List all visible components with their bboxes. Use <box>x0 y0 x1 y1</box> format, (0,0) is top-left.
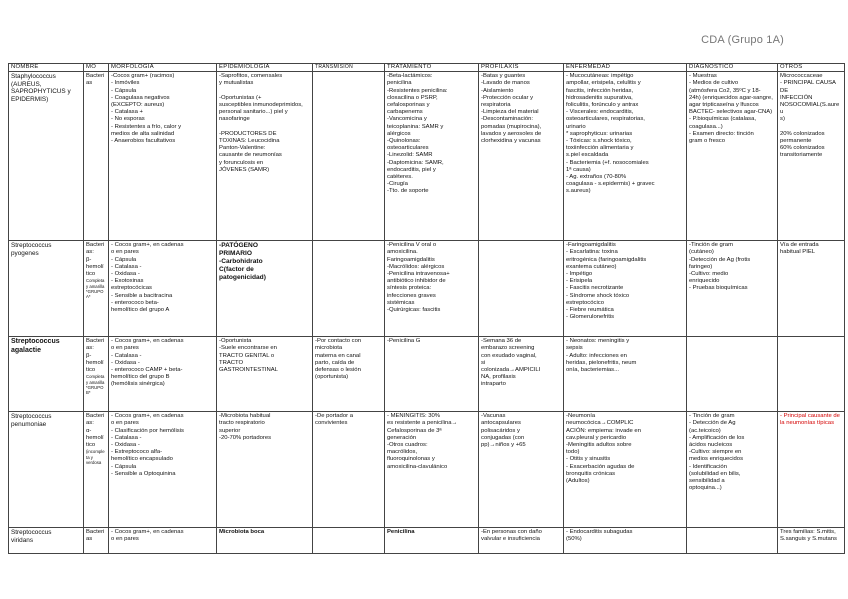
col-header-mo: MO <box>84 64 109 72</box>
cell-text: -Cocos gram+ (racimos) - Inmóviles - Cápsula - Coagulasa negativos (EXCEPTO: aureus) - Catalasa + - No esporas - Resistentes a frío, calor y medios de alta salinidad - Anaerobios facultativos <box>111 73 182 145</box>
cell-morfologia <box>109 412 217 528</box>
cell-text: Streptococcus agalactie <box>11 338 60 354</box>
cell-enfermedad <box>564 528 687 554</box>
cell-epidemiologia <box>217 412 313 528</box>
col-header-otros: OTROS <box>778 64 845 72</box>
cell-text: Bacteri as <box>86 73 105 87</box>
cell-mo <box>84 337 109 412</box>
cell-tratamiento <box>385 528 479 554</box>
bacteria-table <box>8 63 845 554</box>
cell-nombre <box>9 241 84 337</box>
cell-enfermedad <box>564 412 687 528</box>
cell-text: -Oportunista -Suele encontrarse en TRACTO GENITAL o TRACTO GASTROINTESTINAL <box>219 338 278 374</box>
cell-text: - Mucocutáneas: impétigo ampollar, erisipela, celulitis y fascitis, infección heridas, hidrosadenitis supurativa, foliculitis, forúnculo y antrax - Viscerales: endocarditis, osteoarticulares, respiratorias, urinario * saprophyticus: urinarias - Tóxicas: s.shock tóxico, toxiinfección alimentaria y s.piel escaldada - Bacteriemia (+f. nosocomiales 1ª causa) - Ag. extraños (70-80% coagulasa - s.epidermis) + gravec s.aureus) <box>566 73 655 195</box>
cell-text: -Por contacto con microbiota materna en canal parto, caída de defensas o lesión (oportunista) <box>315 338 362 381</box>
cell-text: Streptococcus viridans <box>11 529 52 544</box>
cell-transmision <box>313 412 385 528</box>
cell-diagnostico <box>687 412 778 528</box>
cell-text: - Tinción de gram - Detección de Ag (ac.teicoico) - Amplificación de los ácidos nucleicos -Cultivo: siempre en medios enriquecidos - Identificación (solubilidad en bilis, sensibilidad a optoquina...) <box>689 413 745 492</box>
table-row <box>9 528 845 554</box>
cell-epidemiologia <box>217 241 313 337</box>
cell-profilaxis <box>479 337 564 412</box>
cell-transmision <box>313 337 385 412</box>
cell-diagnostico <box>687 337 778 412</box>
cell-tratamiento <box>385 337 479 412</box>
cell-text: -Neumonía neumocócica→COMPLIC ACIÓN: empiema: invade en cav.pleural y pericardio -Meningitis adultos sobre todo) - Otitis y sinusitis - Exacerbación agudas de bronquitis crónicas (Adultos) <box>566 413 641 485</box>
cell-text: -Vacunas antocapsulares polisacáridos y conjugadas (con pp)→niños y +65 <box>481 413 526 449</box>
cell-otros <box>778 337 845 412</box>
cell-text: - Endocarditis subagudas (50%) <box>566 529 633 543</box>
cell-nombre <box>9 528 84 554</box>
cell-text: -De portador a convivientes <box>315 413 353 427</box>
cell-otros <box>778 72 845 241</box>
cell-otros <box>778 412 845 528</box>
cell-text: Staphylococcus (AUREUS, SAPROPHYTICUS y EPIDERMIS) <box>11 73 71 103</box>
cell-text: - Cocos gram+, en cadenas o en pares - Clasificación por hemólisis - Catalasa - - Oxidasa - - Estreptococo alfa- hemolítico encapsulado - Cápsula - Sensible a Optoquinina <box>111 413 185 477</box>
cell-text: -En personas con daño valvular e insuficiencia <box>481 529 542 543</box>
cell-text: -Semana 36 de embarazo screening con exudado vaginal, si colonizada→AMPICILI NA, profilaxis intraparto <box>481 338 541 388</box>
cell-morfologia <box>109 528 217 554</box>
cell-enfermedad <box>564 241 687 337</box>
cell-text: Bacteri as <box>86 529 105 543</box>
table-row <box>9 337 845 412</box>
cell-text: Tres familias: S.mitis, S.sanguis y S.mutans <box>780 529 837 543</box>
cell-text: Bacteri as: α- hemolí tico <box>86 413 105 449</box>
cell-enfermedad <box>564 337 687 412</box>
cell-text: Micrococcaceae - PRINCIPAL CAUSA DE INFECCIÓN NOSOCOMIAL(S.aureu s) 20% colonizados permanente 60% colonizados transitoriamente <box>780 73 840 159</box>
cell-profilaxis <box>479 412 564 528</box>
cell-otros <box>778 241 845 337</box>
cell-note: (incomple ta y verdosa <box>86 449 105 466</box>
col-header-morfologia: MORFOLOGÍA <box>109 64 217 72</box>
cell-text: - Neonatos: meningitis y sepsis - Adulto: infecciones en heridas, pielonefritis, neum onía, bacteriemias... <box>566 338 637 374</box>
cell-diagnostico <box>687 241 778 337</box>
cell-text: - Cocos gram+, en cadenas o en pares - Cápsula - Catalasa - - Oxidasa - - Exotoxinas estreptocócicas - Sensible a bacitracina - enterococo beta- hemolítico del grupo A <box>111 242 184 314</box>
cell-mo <box>84 72 109 241</box>
cell-epidemiologia <box>217 337 313 412</box>
cell-text: -Batas y guantes -Lavado de manos -Aislamiento -Protección ocular y respiratoria -Limpieza del material -Descontaminación: pomadas (mupirocina), lavados y aerosoles de clorhexidina y vacunas <box>481 73 542 145</box>
cell-text: Penicilina <box>387 529 415 536</box>
col-header-profilaxis: PROFILAXIS <box>479 64 564 72</box>
col-header-enfermedad: ENFERMEDAD <box>564 64 687 72</box>
cell-tratamiento <box>385 72 479 241</box>
cell-profilaxis <box>479 241 564 337</box>
cell-note: Completa y amarilla *GRUPO B* <box>86 374 105 396</box>
cell-otros <box>778 528 845 554</box>
cell-diagnostico <box>687 72 778 241</box>
cell-transmision <box>313 72 385 241</box>
col-header-transmision: TRANSMISIÓN <box>313 64 385 72</box>
table-row <box>9 72 845 241</box>
cell-text: - Cocos gram+, en cadenas o en pares <box>111 529 184 543</box>
cell-morfologia <box>109 72 217 241</box>
cell-diagnostico <box>687 528 778 554</box>
cell-profilaxis <box>479 72 564 241</box>
cell-mo <box>84 528 109 554</box>
cell-text: Streptococcus pyogenes <box>11 242 52 257</box>
col-header-tratamiento: TRATAMIENTO <box>385 64 479 72</box>
cell-tratamiento <box>385 241 479 337</box>
cell-text: Bacteri as: β- hemolí tico <box>86 242 105 278</box>
cell-text: -Faringoamigdalitis - Escarlatina: toxina eritrogénica (faringoamigdalitis exantema cutáneo) - Impétigo - Erisipela - Fascitis necrotizante - Síndrome shock tóxico estreptocócico - Fiebre reumática - Glomerulonefritis <box>566 242 647 321</box>
cell-epidemiologia <box>217 72 313 241</box>
cell-nombre <box>9 337 84 412</box>
table-row <box>9 412 845 528</box>
cell-nombre <box>9 412 84 528</box>
cell-text: - Cocos gram+, en cadenas o en pares - Catalasa - - Oxidasa - - enterococo CAMP + beta- hemolítico del grupo B (hemólisis sinérgica) <box>111 338 184 388</box>
cell-transmision <box>313 528 385 554</box>
table-row <box>9 241 845 337</box>
cell-morfologia <box>109 241 217 337</box>
cell-text: Microbiota boca <box>219 529 265 536</box>
cell-epidemiologia <box>217 528 313 554</box>
cell-text: Streptococcus penumoniae <box>11 413 52 428</box>
cell-enfermedad <box>564 72 687 241</box>
cell-tratamiento <box>385 412 479 528</box>
cell-text: -Saprofitos, comensales y mutualistas -Oportunistas (+ susceptibles inmunodeprimidos, personal sanitario...) piel y nasofaringe -PRODUCTORES DE TOXINAS: Leucocidina Panton-Valentine: causante de neumonías y forunculosis en JÓVENES (SAMR) <box>219 73 303 173</box>
cell-morfologia <box>109 337 217 412</box>
cell-text: -Penicilina V oral o amoxicilina. Faringoamigdalitis -Macrólidos: alérgicos -Penicilina intravenosa+ antibiótico inhibidor de síntesis proteica: infecciones graves sistémicas -Quirúrgicas: fascitis <box>387 242 450 314</box>
cell-text: -PATÓGENO PRIMARIO -Carbohidrato C(factor de patogenicidad) <box>219 242 266 282</box>
col-header-epidemiologia: EPIDEMIOLOGÍA <box>217 64 313 72</box>
cell-text: - Muestras - Medios de cultivo (atmósfera Co2, 35ºC y 18- 24h) (enriquecidos agar-sangre, agar tripticaseína y lfuscos BACTEC- selectivos agar-CNA) - P.bioquímicas (catalasa, coagulasa...) - Examen directo: tinción gram o fresco <box>689 73 773 145</box>
cell-mo <box>84 412 109 528</box>
cell-text: -Penicilina G <box>387 338 421 345</box>
col-header-diagnostico: DIAGNÓSTICO <box>687 64 778 72</box>
cell-transmision <box>313 241 385 337</box>
cell-profilaxis <box>479 528 564 554</box>
cell-text: -Microbiota habitual tracto respiratorio superior -20-70% portadores <box>219 413 272 441</box>
cell-text: -Beta-lactámicos: penicilina -Resistentes penicilina: cloxacilina o PSRP, cefalosporinas y carbapenems -Vancomicina y teicoplanina: SAMR y alérgicos -Quinolonas: osteoarticulares -Linezolid: SAMR -Daptomicina: SAMR, endocarditis, piel y catéteres. -Cirugía -Tto. de soporte <box>387 73 448 195</box>
cell-text: Vía de entrada habitual PIEL <box>780 242 819 256</box>
cell-text: - Principal causante de la neumonías típicas <box>780 413 840 427</box>
cell-text: Bacteri as: β- hemolí tico <box>86 338 105 374</box>
cell-text: - MENINGITIS: 30% es resistente a penicilina→ Cefalosporinas de 3ª generación -Otros cuadros: macrólidos, fluoroquinolonas y amoxicilina-clavulánico <box>387 413 458 470</box>
col-header-nombre: NOMBRE <box>9 64 84 72</box>
header-row <box>9 64 845 72</box>
cell-note: Completa y amarilla *GRUPO A* <box>86 278 105 300</box>
cell-text: -Tinción de gram (cutáneo) -Detección de Ag (frotis faringeo) -Cultivo: medio enriquecido - Pruebas bioquímicas <box>689 242 751 292</box>
cell-nombre <box>9 72 84 241</box>
cell-mo <box>84 241 109 337</box>
document-title: CDA (Grupo 1A) <box>701 34 784 46</box>
